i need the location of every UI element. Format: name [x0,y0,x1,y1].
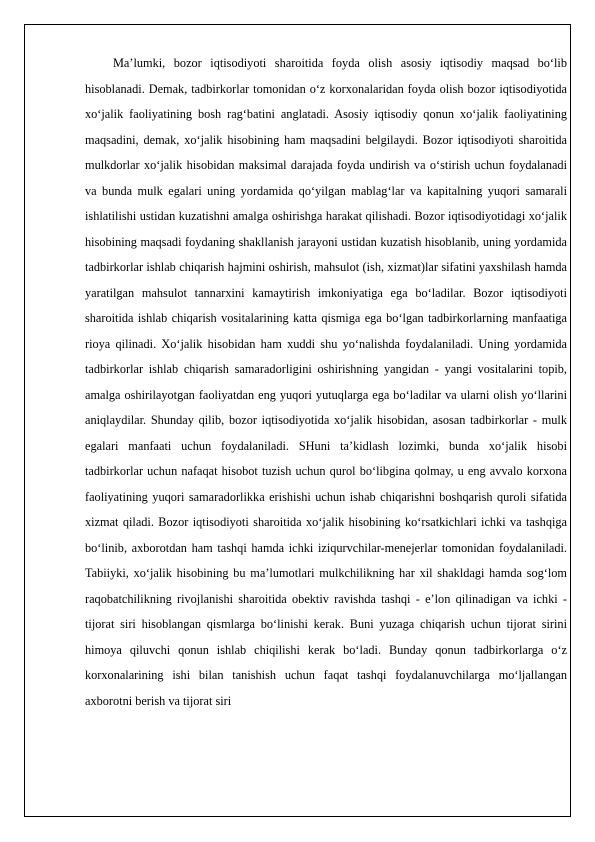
body-paragraph: Ma’lumki, bozor iqtisodiyoti sharoitida foyda olish asosiy iqtisodiy maqsad bo‘lib hisoblanadi. Demak, tadbirkorlar tomonidan o‘z korxonalaridan foyda olish bozor iqtisodiyotida xo‘jalik faoliyatining bosh rag‘batini anglatadi. Asosiy iqtisodiy qonun xo‘jalik faoliyatining maqsadini, demak, xo‘jalik hisobining ham maqsadini belgilaydi. Bozor iqtisodiyoti sharoitida mulkdorlar xo‘jalik hisobidan maksimal darajada foyda undirish va o‘stirish uchun foydalanadi va bunda mulk egalari uning yordamida qo‘yilgan mablag‘lar va kapitalning yuqori samarali ishlatilishi ustidan kuzatishni amalga oshirishga harakat qilishadi. Bozor iqtisodiyotidagi xo‘jalik hisobining maqsadi foydaning shakllanish jarayoni ustidan kuzatish hisoblanib, uning yordamida tadbirkorlar ishlab chiqarish hajmini oshirish, mahsulot (ish, xizmat)lar sifatini yaxshilash hamda yaratilgan mahsulot tannarxini kamaytirish imkoniyatiga ega bo‘ladilar. Bozor iqtisodiyoti sharoitida ishlab chiqarish vositalarining katta qismiga ega bo‘lgan tadbirkorlarning manfaatiga rioya qilinadi. Xo‘jalik hisobidan ham xuddi shu yo‘nalishda foydalaniladi. Uning yordamida tadbirkorlar ishlab chiqarish samaradorligini oshirishning yangidan - yangi vositalarini topib, amalga oshirilayotgan faoliyatdan eng yuqori yutuqlarga ega bo‘ladilar va ularni olish yo‘llarini aniqlaydilar. Shunday qilib, bozor iqtisodiyotida xo‘jalik hisobidan, asosan tadbirkorlar - mulk egalari manfaati uchun foydalaniladi. SHuni ta’kidlash lozimki, bunda xo‘jalik hisobi tadbirkorlar uchun nafaqat hisobot tuzish uchun qurol bo‘libgina qolmay, u eng avvalo korxona faoliyatining yuqori samaradorlikka erishishi uchun ishab chiqarishni boshqarish quroli sifatida xizmat qiladi. Bozor iqtisodiyoti sharoitida xo‘jalik hisobining ko‘rsatkichlari ichki va tashqiga bo‘linib, axborotdan ham tashqi hamda ichki iziqurvchilar-menejerlar tomonidan foydalaniladi. Tabiiyki, xo‘jalik hisobining bu ma’lumotlari mulkchilikning har xil shakldagi hamda sog‘lom raqobatchilikning rivojlanishi sharoitida obektiv ravishda tashqi - e’lon qilinadigan va ichki - tijorat siri hisoblangan qismlarga bo‘linishi kerak. Buni yuzaga chiqarish uchun tijorat sirini himoya qiluvchi qonun ishlab chiqilishi kerak bo‘ladi. Bunday qonun tadbirkorlarga o‘z korxonalarining ishi bilan tanishish uchun faqat tashqi foydalanuvchilarga mo‘ljallangan axborotni berish va tijorat siri [85,56,567,708]
